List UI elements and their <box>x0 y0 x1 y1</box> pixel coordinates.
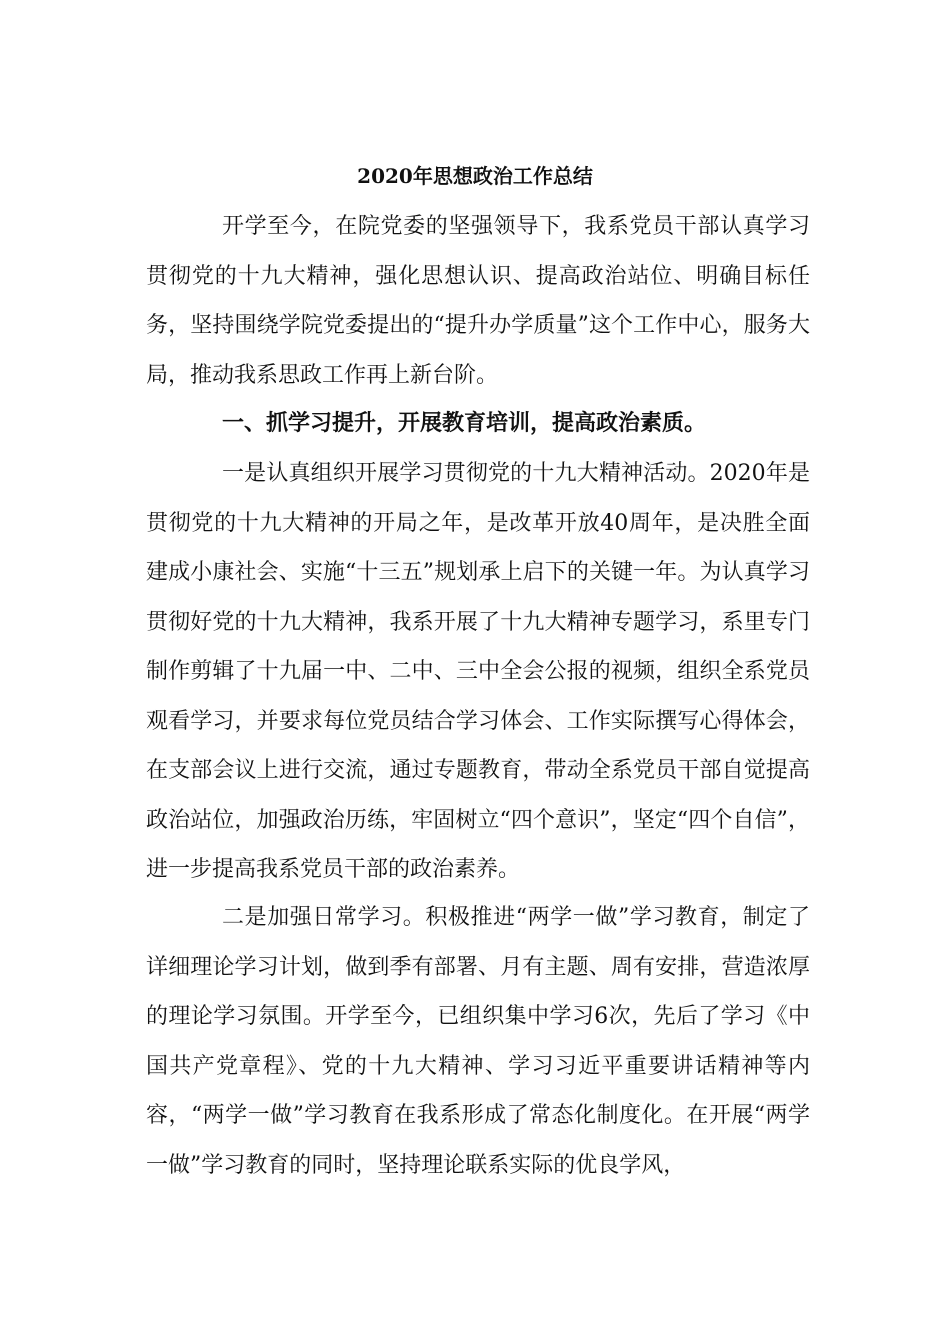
section-heading-1: 一、抓学习提升，开展教育培训，提高政治素质。 <box>222 410 707 436</box>
paragraph-block-2 <box>146 893 810 1190</box>
document-title: 2020年思想政治工作总结 <box>357 164 593 188</box>
paragraph-intro: 开学至今，在院党委的坚强领导下，我系党员干部认真学习贯彻党的十九大精神，强化思想认识、提高政治站位、明确目标任务，坚持围绕学院党委提出的“提升办学质量”这个工作中心，服务大局，推动我系思政工作再上新台阶。 <box>146 214 810 388</box>
paragraph-daily-study: 二是加强日常学习。积极推进“两学一做”学习教育，制定了详细理论学习计划，做到季有部署、月有主题、周有安排，营造浓厚的理论学习氛围。开学至今，已组织集中学习6次，先后了学习《中国共产党章程》、党的十九大精神、学习习近平重要讲话精神等内容，“两学一做”学习教育在我系形成了常态化制度化。在开展“两学一做”学习教育的同时，坚持理论联系实际的优良学风， <box>146 905 810 1178</box>
intro-paragraph-block <box>146 202 810 400</box>
section-heading-block <box>146 399 810 449</box>
paragraph-block-1 <box>146 449 810 895</box>
paragraph-study-19th-congress: 一是认真组织开展学习贯彻党的十九大精神活动。2020年是贯彻党的十九大精神的开局之年，是改革开放40周年，是决胜全面建成小康社会、实施“十三五”规划承上启下的关键一年。为认真学习贯彻好党的十九大精神，我系开展了十九大精神专题学习，系里专门制作剪辑了十九届一中、二中、三中全会公报的视频，组织全系党员观看学习，并要求每位党员结合学习体会、工作实际撰写心得体会，在支部会议上进行交流，通过专题教育，带动全系党员干部自觉提高政治站位，加强政治历练，牢固树立“四个意识”，坚定“四个自信”，进一步提高我系党员干部的政治素养。 <box>146 461 810 882</box>
